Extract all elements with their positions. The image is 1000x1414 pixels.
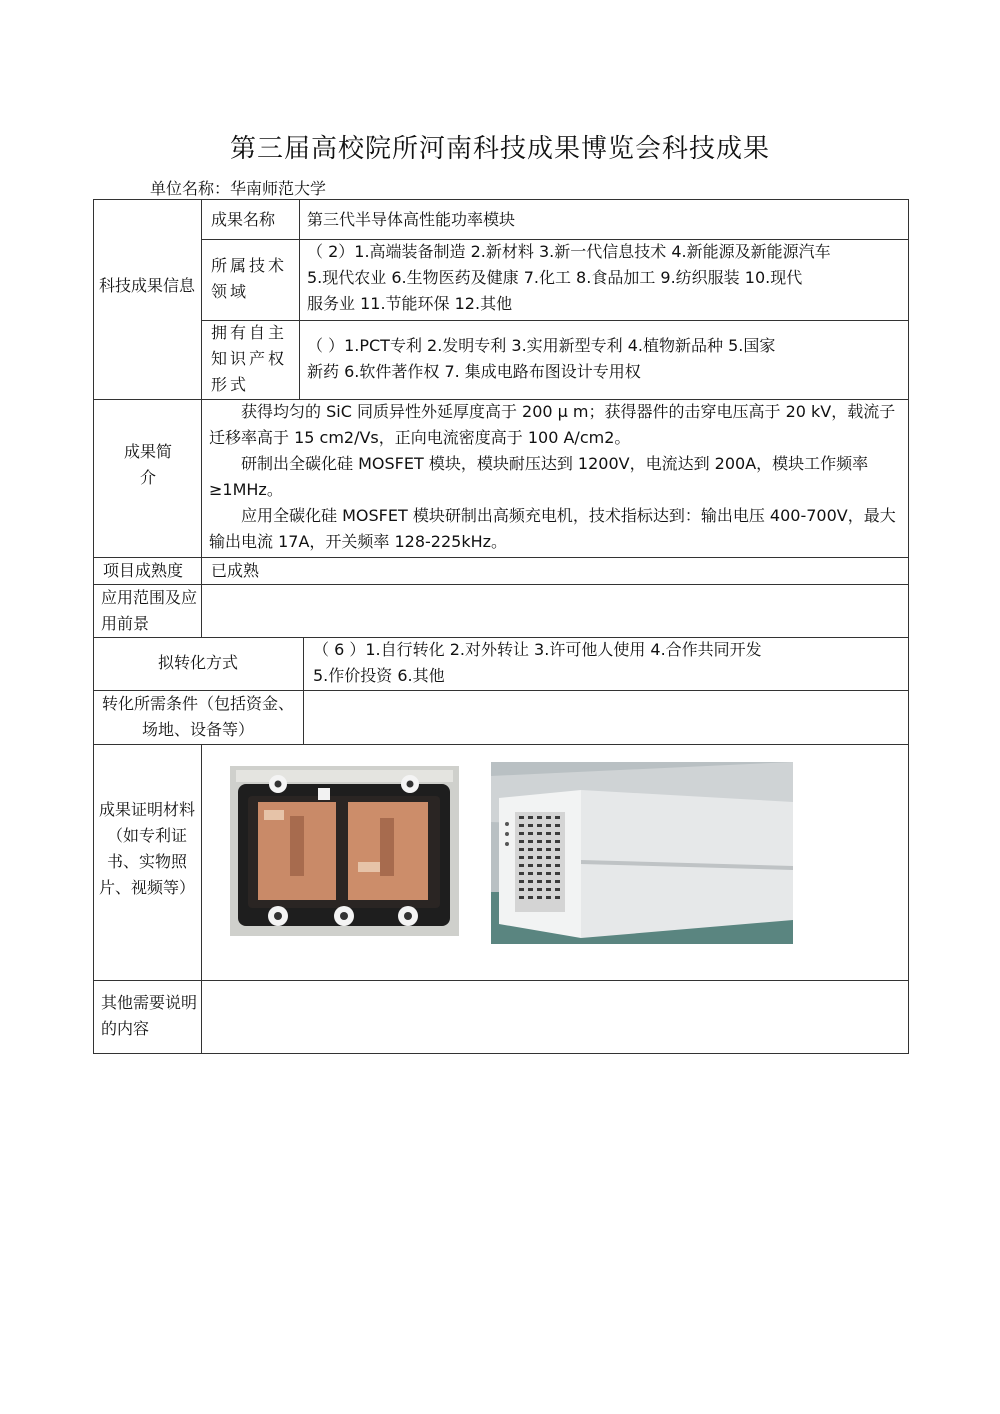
transfer-options: [313, 637, 905, 689]
ip-line: （ ）1.PCT专利 2.发明专利 3.实用新型专利 4.植物新品种 5.国家: [307, 336, 776, 355]
summary-paragraph: 获得均匀的 SiC 同质异性外延厚度高于 200 μ m；获得器件的击穿电压高于 20 kV，载流子迁移率高于 15 cm2/Vs，正向电流密度高于 100 A/cm2。: [209, 402, 896, 447]
field-line: 5.现代农业 6.生物医药及健康 7.化工 8.食品加工 9.纺织服装 10.现代: [307, 268, 803, 287]
table-border-left: [93, 199, 94, 1053]
transfer-label: 拟转化方式: [157, 653, 238, 672]
summary-paragraph: 应用全碳化硅 MOSFET 模块研制出高频充电机，技术指标达到：输出电压 400-700V，最大输出电流 17A，开关频率 128-225kHz。: [209, 506, 896, 551]
rule: [93, 584, 909, 585]
achievement-table: [93, 199, 909, 1054]
field-options: [307, 239, 903, 317]
ip-label: 拥有自主知识产权形式: [211, 323, 288, 394]
name-label: 成果名称: [211, 210, 276, 229]
rule: [303, 637, 304, 744]
ip-options: [307, 333, 903, 385]
summary-label: 成果简介: [123, 442, 172, 487]
rule: [201, 744, 202, 1053]
evidence-label: 成果证明材料（如专利证书、实物照片、视频等）: [99, 800, 196, 897]
scope-label: 应用范围及应用前景: [101, 588, 198, 633]
name-value: 第三代半导体高性能功率模块: [307, 210, 516, 229]
summary-body: [209, 399, 903, 555]
table-border-right: [908, 199, 909, 1053]
maturity-label: 项目成熟度: [103, 561, 184, 580]
conditions-label: 转化所需条件（包括资金、场地、设备等）: [101, 694, 294, 739]
rule: [201, 199, 202, 584]
rule: [201, 584, 202, 637]
transfer-line: （ 6 ）1.自行转化 2.对外转让 3.许可他人使用 4.合作共同开发: [313, 640, 762, 659]
power-module-photo: [230, 766, 459, 936]
field-line: 服务业 11.节能环保 12.其他: [307, 294, 513, 313]
maturity-value: 已成熟: [211, 561, 260, 580]
rule: [299, 199, 300, 399]
summary-paragraph: 研制出全碳化硅 MOSFET 模块，模块耐压达到 1200V，电流达到 200A，模块工作频率≥1MHz。: [209, 454, 869, 499]
rule: [201, 320, 909, 321]
document-title: 第三届高校院所河南科技成果博览会科技成果: [229, 134, 770, 164]
ip-line: 新药 6.软件著作权 7. 集成电路布图设计专用权: [307, 362, 641, 381]
rule: [93, 980, 909, 981]
field-line: （ 2）1.高端装备制造 2.新材料 3.新一代信息技术 4.新能源及新能源汽车: [307, 242, 831, 261]
charger-photo: [491, 762, 793, 944]
table-border-top: [93, 199, 909, 200]
table-border-bottom: [93, 1053, 909, 1054]
other-label: 其他需要说明的内容: [101, 993, 198, 1038]
unit-name: 单位名称：华南师范大学: [150, 179, 327, 198]
field-label: 所属技术领域: [211, 256, 288, 301]
transfer-line: 5.作价投资 6.其他: [313, 666, 445, 685]
rule: [93, 744, 909, 745]
section-info-label: 科技成果信息: [99, 276, 196, 295]
